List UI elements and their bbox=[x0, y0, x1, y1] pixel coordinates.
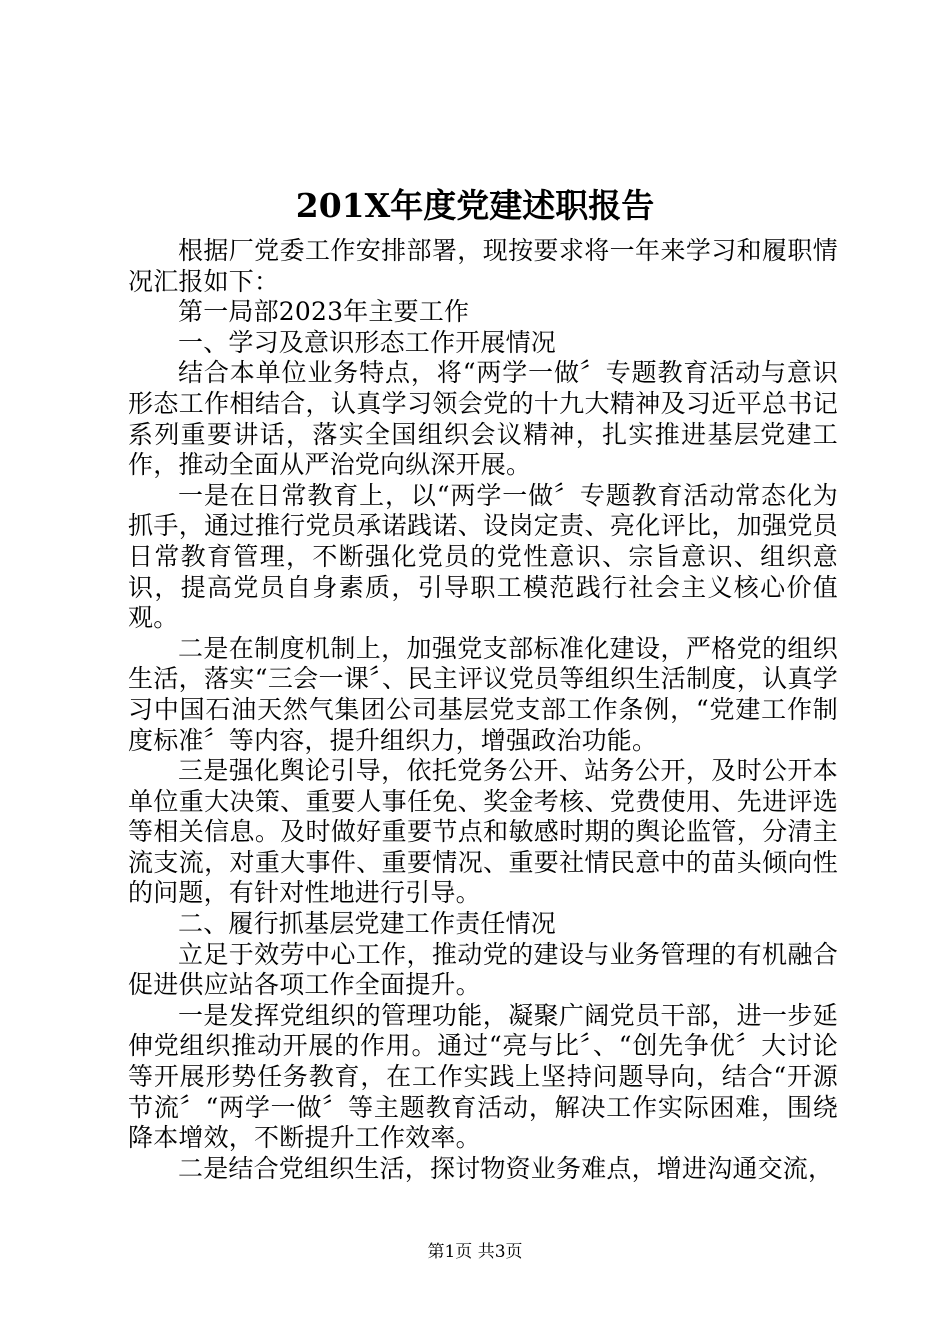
paragraph: 一是发挥党组织的管理功能，凝聚广阔党员干部，进一步延伸党组织推动开展的作用。通过“亮与比〞、“创先争优〞大讨论等开展形势任务教育，在工作实践上坚持问题导向，结合“开源节流〞“两学一做〞等主题教育活动，解决工作实际困难，围绕降本增效，不断提升工作效率。 bbox=[128, 1000, 838, 1153]
paragraph: 立足于效劳中心工作，推动党的建设与业务管理的有机融合促进供应站各项工作全面提升。 bbox=[128, 939, 838, 1000]
subsection-heading: 一、学习及意识形态工作开展情况 bbox=[178, 327, 557, 357]
paragraph: 结合本单位业务特点，将“两学一做〞专题教育活动与意识形态工作相结合，认真学习领会党的十九大精神及习近平总书记系列重要讲话，落实全国组织会议精神，扎实推进基层党建工作，推动全面从严治党向纵深开展。 bbox=[128, 358, 838, 480]
paragraph: 二是在制度机制上，加强党支部标准化建设，严格党的组织生活，落实“三会一课〞、民主评议党员等组织生活制度，认真学习中国石油天然气集团公司基层党支部工作条例，“党建工作制度标准〞等内容，提升组织力，增强政治功能。 bbox=[128, 633, 838, 755]
section-heading: 第一局部2023年主要工作 bbox=[178, 297, 470, 327]
paragraph-intro: 根据厂党委工作安排部署，现按要求将一年来学习和履职情况汇报如下： bbox=[128, 236, 838, 296]
paragraph: 三是强化舆论引导，依托党务公开、站务公开，及时公开本单位重大决策、重要人事任免、奖金考核、党费使用、先进评选等相关信息。及时做好重要节点和敏感时期的舆论监管，分清主流支流，对重大事件、重要情况、重要社情民意中的苗头倾向性的问题，有针对性地进行引导。 bbox=[128, 756, 838, 908]
paragraph: 一是在日常教育上，以“两学一做〞专题教育活动常态化为抓手，通过推行党员承诺践诺、设岗定责、亮化评比，加强党员日常教育管理，不断强化党员的党性意识、宗旨意识、组织意识，提高党员自身素质，引导职工模范践行社会主义核心价值观。 bbox=[128, 480, 838, 633]
document-title: 201X年度党建述职报告 bbox=[295, 186, 655, 225]
subsection-heading: 二、履行抓基层党建工作责任情况 bbox=[178, 909, 557, 939]
paragraph: 二是结合党组织生活，探讨物资业务难点，增进沟通交流， bbox=[178, 1153, 834, 1183]
document-body bbox=[128, 236, 838, 1184]
page-footer: 第1页 共3页 bbox=[427, 1242, 523, 1262]
